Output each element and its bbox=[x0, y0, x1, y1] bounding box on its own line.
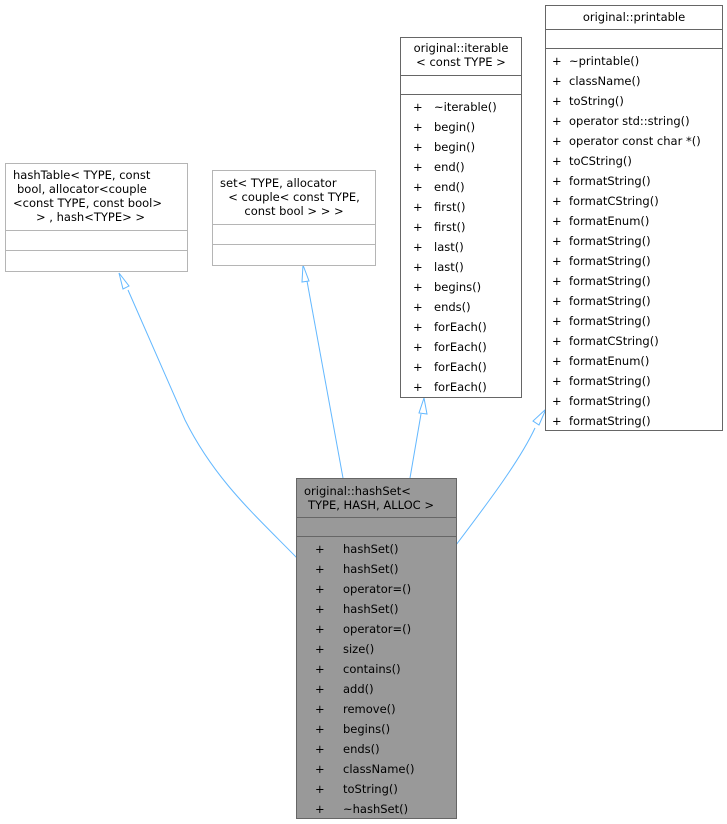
title-line: < couple< const TYPE, bbox=[228, 190, 360, 204]
member-row[interactable] bbox=[297, 739, 456, 759]
visibility-marker: + bbox=[552, 174, 562, 188]
member-name: hashSet() bbox=[343, 542, 399, 556]
member-row[interactable] bbox=[546, 271, 722, 291]
member-row[interactable] bbox=[297, 579, 456, 599]
methods-section bbox=[6, 250, 187, 271]
class-box-printable[interactable] bbox=[545, 5, 723, 431]
member-row[interactable] bbox=[297, 559, 456, 579]
visibility-marker: + bbox=[413, 100, 423, 114]
member-name: formatCString() bbox=[569, 194, 659, 208]
member-name: formatString() bbox=[569, 174, 651, 188]
member-name: operator=() bbox=[343, 622, 412, 636]
title-line: original::iterable bbox=[413, 41, 509, 55]
visibility-marker: + bbox=[552, 334, 562, 348]
member-row[interactable] bbox=[297, 759, 456, 779]
member-row[interactable] bbox=[297, 699, 456, 719]
visibility-marker: + bbox=[315, 762, 325, 776]
class-title-hashtable bbox=[6, 164, 187, 227]
member-row[interactable] bbox=[297, 639, 456, 659]
member-row[interactable] bbox=[546, 331, 722, 351]
member-row[interactable] bbox=[401, 257, 521, 277]
visibility-marker: + bbox=[315, 622, 325, 636]
member-name: forEach() bbox=[434, 360, 487, 374]
class-box-hashtable[interactable] bbox=[5, 163, 188, 272]
member-row[interactable] bbox=[401, 377, 521, 397]
member-name: first() bbox=[434, 200, 466, 214]
visibility-marker: + bbox=[315, 562, 325, 576]
member-row[interactable] bbox=[297, 779, 456, 799]
visibility-marker: + bbox=[552, 54, 562, 68]
visibility-marker: + bbox=[413, 200, 423, 214]
visibility-marker: + bbox=[552, 374, 562, 388]
member-name: className() bbox=[343, 762, 415, 776]
member-name: formatString() bbox=[569, 394, 651, 408]
member-row[interactable] bbox=[297, 539, 456, 559]
attributes-section bbox=[6, 230, 187, 250]
visibility-marker: + bbox=[552, 214, 562, 228]
member-name: formatCString() bbox=[569, 334, 659, 348]
class-title-set bbox=[213, 171, 375, 221]
member-row[interactable] bbox=[546, 311, 722, 331]
member-name: last() bbox=[434, 260, 464, 274]
member-row[interactable] bbox=[297, 799, 456, 819]
member-row[interactable] bbox=[546, 291, 722, 311]
member-name: formatString() bbox=[569, 274, 651, 288]
visibility-marker: + bbox=[413, 360, 423, 374]
member-row[interactable] bbox=[401, 317, 521, 337]
member-row[interactable] bbox=[297, 679, 456, 699]
title-line: hashTable< TYPE, const bbox=[13, 168, 151, 182]
visibility-marker: + bbox=[552, 154, 562, 168]
visibility-marker: + bbox=[552, 354, 562, 368]
visibility-marker: + bbox=[552, 314, 562, 328]
member-name: ~printable() bbox=[569, 54, 640, 68]
attributes-section bbox=[213, 224, 375, 244]
member-row[interactable] bbox=[546, 191, 722, 211]
visibility-marker: + bbox=[552, 114, 562, 128]
title-line: set< TYPE, allocator bbox=[220, 176, 337, 190]
visibility-marker: + bbox=[315, 682, 325, 696]
arrowhead-hashtable bbox=[119, 273, 129, 289]
visibility-marker: + bbox=[413, 140, 423, 154]
class-title-printable bbox=[546, 6, 722, 27]
visibility-marker: + bbox=[552, 134, 562, 148]
visibility-marker: + bbox=[413, 220, 423, 234]
member-name: toString() bbox=[569, 94, 624, 108]
visibility-marker: + bbox=[552, 394, 562, 408]
class-title-iterable bbox=[401, 38, 521, 72]
member-name: first() bbox=[434, 220, 466, 234]
methods-section bbox=[546, 48, 722, 435]
member-name: formatString() bbox=[569, 314, 651, 328]
class-box-hashset[interactable] bbox=[296, 478, 457, 819]
visibility-marker: + bbox=[552, 194, 562, 208]
member-name: toCString() bbox=[569, 154, 632, 168]
member-row[interactable] bbox=[546, 371, 722, 391]
member-name: toString() bbox=[343, 782, 398, 796]
visibility-marker: + bbox=[413, 300, 423, 314]
edge-printable-hashset bbox=[456, 428, 535, 545]
member-row[interactable] bbox=[546, 411, 722, 431]
visibility-marker: + bbox=[315, 742, 325, 756]
member-name: ends() bbox=[343, 742, 380, 756]
title-line: <const TYPE, const bool> bbox=[13, 196, 163, 210]
visibility-marker: + bbox=[315, 702, 325, 716]
visibility-marker: + bbox=[552, 414, 562, 428]
member-name: end() bbox=[434, 160, 465, 174]
member-name: operator const char *() bbox=[569, 134, 701, 148]
visibility-marker: + bbox=[413, 280, 423, 294]
visibility-marker: + bbox=[552, 274, 562, 288]
member-row[interactable] bbox=[546, 91, 722, 111]
edge-set-hashset bbox=[307, 281, 343, 478]
visibility-marker: + bbox=[413, 340, 423, 354]
member-name: hashSet() bbox=[343, 602, 399, 616]
title-line: original::printable bbox=[582, 10, 686, 24]
edge-hashtable-hashset bbox=[128, 290, 297, 558]
member-row[interactable] bbox=[401, 277, 521, 297]
visibility-marker: + bbox=[315, 602, 325, 616]
visibility-marker: + bbox=[315, 582, 325, 596]
attributes-section bbox=[297, 517, 456, 537]
member-name: size() bbox=[343, 642, 375, 656]
member-name: remove() bbox=[343, 702, 396, 716]
member-row[interactable] bbox=[401, 297, 521, 317]
title-line: original::hashSet< bbox=[304, 484, 411, 498]
visibility-marker: + bbox=[315, 802, 325, 816]
member-name: forEach() bbox=[434, 340, 487, 354]
member-name: formatString() bbox=[569, 374, 651, 388]
member-name: ends() bbox=[434, 300, 471, 314]
member-row[interactable] bbox=[546, 151, 722, 171]
member-name: formatString() bbox=[569, 414, 651, 428]
member-name: operator=() bbox=[343, 582, 412, 596]
member-name: begins() bbox=[434, 280, 482, 294]
visibility-marker: + bbox=[315, 782, 325, 796]
member-name: begin() bbox=[434, 120, 476, 134]
visibility-marker: + bbox=[552, 294, 562, 308]
member-row[interactable] bbox=[546, 71, 722, 91]
member-name: ~iterable() bbox=[434, 100, 497, 114]
visibility-marker: + bbox=[413, 380, 423, 394]
member-name: formatEnum() bbox=[569, 354, 650, 368]
member-row[interactable] bbox=[546, 351, 722, 371]
visibility-marker: + bbox=[413, 120, 423, 134]
member-row[interactable] bbox=[546, 171, 722, 191]
member-row[interactable] bbox=[546, 51, 722, 71]
visibility-marker: + bbox=[552, 234, 562, 248]
member-row[interactable] bbox=[401, 97, 521, 117]
member-name: formatString() bbox=[569, 254, 651, 268]
member-row[interactable] bbox=[546, 131, 722, 151]
member-row[interactable] bbox=[401, 137, 521, 157]
member-row[interactable] bbox=[546, 251, 722, 271]
methods-section bbox=[401, 94, 521, 401]
member-name: begin() bbox=[434, 140, 476, 154]
member-row[interactable] bbox=[401, 157, 521, 177]
member-name: contains() bbox=[343, 662, 401, 676]
member-name: last() bbox=[434, 240, 464, 254]
member-row[interactable] bbox=[297, 719, 456, 739]
member-name: ~hashSet() bbox=[343, 802, 409, 816]
visibility-marker: + bbox=[552, 94, 562, 108]
edge-iterable-hashset bbox=[410, 414, 421, 478]
title-line: > , hash<TYPE> > bbox=[36, 210, 146, 224]
title-line: bool, allocator<couple bbox=[17, 182, 147, 196]
member-row[interactable] bbox=[401, 197, 521, 217]
member-name: formatEnum() bbox=[569, 214, 650, 228]
member-row[interactable] bbox=[401, 357, 521, 377]
attributes-section bbox=[546, 29, 722, 49]
class-title-hashset bbox=[297, 479, 456, 515]
visibility-marker: + bbox=[413, 180, 423, 194]
member-row[interactable] bbox=[546, 391, 722, 411]
member-row[interactable] bbox=[401, 337, 521, 357]
member-name: forEach() bbox=[434, 380, 487, 394]
member-name: formatString() bbox=[569, 234, 651, 248]
visibility-marker: + bbox=[315, 722, 325, 736]
member-name: hashSet() bbox=[343, 562, 399, 576]
member-name: forEach() bbox=[434, 320, 487, 334]
methods-section bbox=[213, 244, 375, 265]
methods-section bbox=[297, 536, 456, 823]
class-box-set[interactable] bbox=[212, 170, 376, 266]
member-name: begins() bbox=[343, 722, 391, 736]
member-name: end() bbox=[434, 180, 465, 194]
member-row[interactable] bbox=[297, 619, 456, 639]
visibility-marker: + bbox=[315, 662, 325, 676]
title-line: < const TYPE > bbox=[416, 55, 506, 69]
member-name: operator std::string() bbox=[569, 114, 690, 128]
visibility-marker: + bbox=[413, 160, 423, 174]
class-box-iterable[interactable] bbox=[400, 37, 522, 398]
member-row[interactable] bbox=[401, 217, 521, 237]
member-row[interactable] bbox=[546, 111, 722, 131]
visibility-marker: + bbox=[315, 642, 325, 656]
visibility-marker: + bbox=[413, 260, 423, 274]
visibility-marker: + bbox=[552, 74, 562, 88]
member-name: className() bbox=[569, 74, 641, 88]
title-line: const bool > > > bbox=[244, 204, 344, 218]
attributes-section bbox=[401, 75, 521, 95]
visibility-marker: + bbox=[413, 240, 423, 254]
member-row[interactable] bbox=[401, 237, 521, 257]
visibility-marker: + bbox=[413, 320, 423, 334]
title-line: TYPE, HASH, ALLOC > bbox=[308, 498, 434, 512]
member-name: formatString() bbox=[569, 294, 651, 308]
visibility-marker: + bbox=[315, 542, 325, 556]
visibility-marker: + bbox=[552, 254, 562, 268]
member-row[interactable] bbox=[546, 231, 722, 251]
member-name: add() bbox=[343, 682, 374, 696]
member-row[interactable] bbox=[297, 599, 456, 619]
member-row[interactable] bbox=[401, 117, 521, 137]
member-row[interactable] bbox=[297, 659, 456, 679]
member-row[interactable] bbox=[546, 211, 722, 231]
arrowhead-set bbox=[302, 265, 309, 282]
member-row[interactable] bbox=[401, 177, 521, 197]
